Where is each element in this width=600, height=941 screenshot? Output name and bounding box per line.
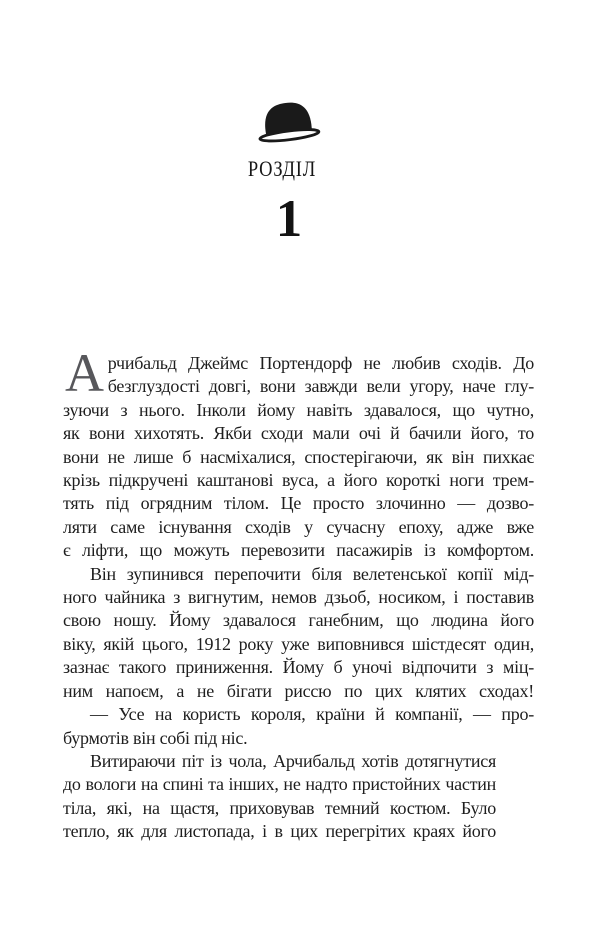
body-text	[63, 343, 534, 844]
text-line: свою ношу. Йому здавалося ганебним, що людина його	[63, 610, 534, 631]
text-line: зуючи з нього. Інколи йому навіть здавалося, що чутно,	[63, 399, 534, 420]
text-line: ляти саме існування сходів у сучасну епоху, адже вже	[63, 516, 534, 537]
text-line: Він зупинився перепочити біля велетенської копії мід-	[90, 563, 534, 584]
paragraph	[63, 563, 534, 703]
bowler-hat-icon	[252, 99, 324, 143]
chapter-number: 1	[275, 190, 303, 248]
text-line: віку, якій цього, 1912 року уже виповнився шістдесят один,	[63, 633, 534, 654]
text-line: ним напоєм, а не бігати риссю по цих клятих сходах!	[63, 680, 534, 701]
drop-cap: А	[65, 343, 104, 403]
text-line: ного чайника з вигнутим, немов дзьоб, носиком, і поставив	[63, 587, 534, 608]
text-line: тять під огрядним тілом. Це просто злочинно — дозво-	[63, 493, 534, 514]
text-line: бурмотів він собі під ніс.	[63, 727, 248, 748]
paragraph	[63, 343, 534, 563]
text-line: вони не лише б насміхалися, спостерігаючи, як він пихкає	[63, 446, 534, 467]
chapter-label: РОЗДІЛ	[247, 156, 317, 181]
text-line: — Усе на користь короля, країни й компанії, — про-	[90, 704, 534, 725]
text-line: як вони хихотять. Якби сходи мали очі й бачили його, то	[63, 423, 534, 444]
text-line: зазнає такого приниження. Йому б уночі відпочити з міц-	[63, 657, 534, 678]
text-line: тепло, як для листопада, і в цих перегрітих краях його	[63, 821, 496, 842]
text-line: безглуздості довгі, вони завжди вели угору, наче глу-	[107, 376, 534, 397]
text-line: є ліфти, що можуть перевозити пасажирів із комфортом.	[63, 540, 534, 561]
text-line: до вологи на спині та інших, не надто пристойних частин	[63, 774, 496, 795]
text-line: Витираючи піт із чола, Арчибальд хотів дотягнутися	[90, 750, 496, 771]
paragraph	[63, 750, 496, 844]
text-line: рчибальд Джеймс Портендорф не любив сходів. До	[107, 353, 534, 373]
text-line: крізь підкручені каштанові вуса, а його короткі ноги трем-	[63, 470, 534, 491]
paragraph	[63, 703, 534, 750]
text-line: тіла, які, на щастя, приховував темний костюм. Було	[63, 797, 496, 818]
